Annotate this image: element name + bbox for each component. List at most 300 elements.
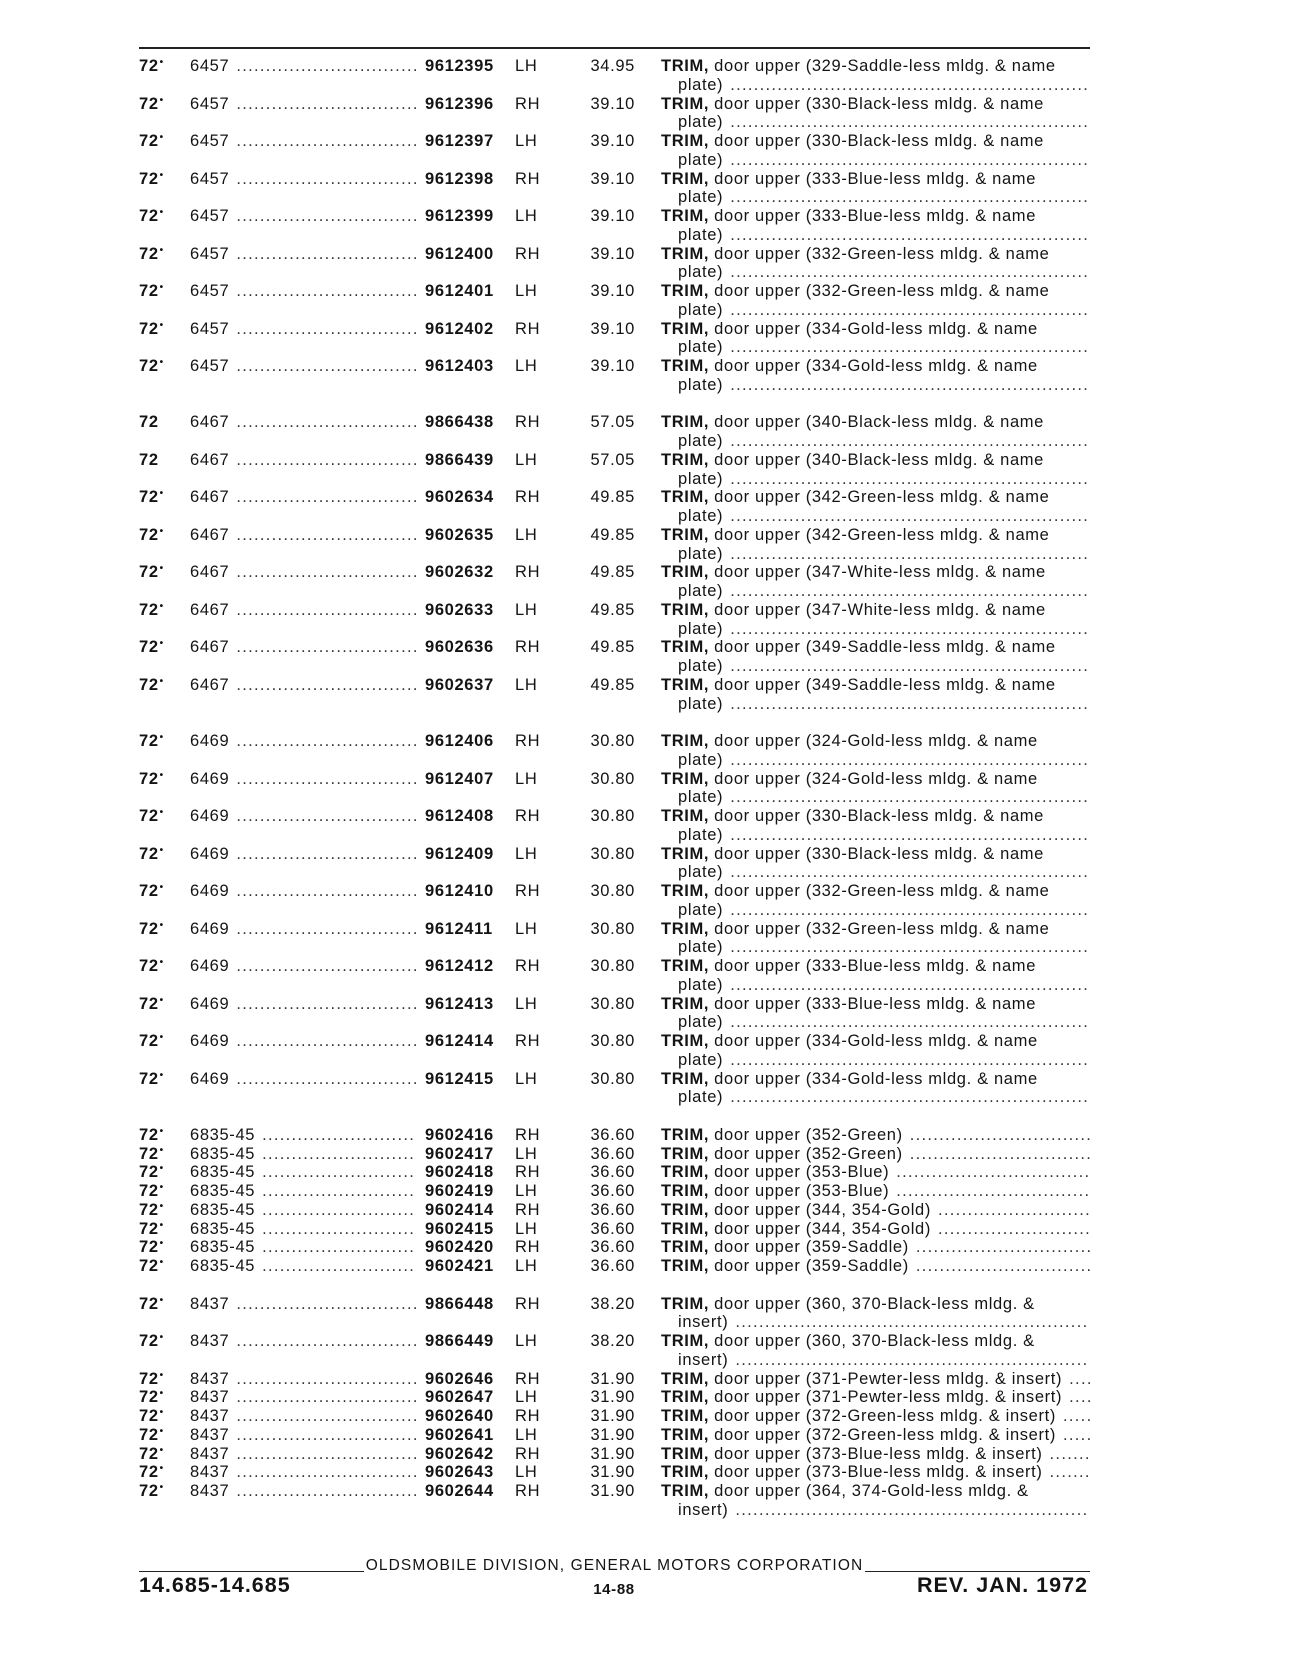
dot-leader bbox=[236, 170, 416, 189]
list-price: 31.90 bbox=[590, 1482, 635, 1500]
list-price: 49.85 bbox=[590, 638, 635, 657]
part-description-text: door upper (340-Black-less mldg. & name bbox=[714, 450, 1044, 469]
illustration-code: 6457 bbox=[190, 244, 230, 263]
part-description-continued bbox=[678, 1313, 1090, 1332]
dot-leader bbox=[236, 451, 416, 470]
part-description bbox=[661, 845, 1090, 864]
dot-leader bbox=[236, 1332, 416, 1351]
illustration-code: 6467 bbox=[190, 450, 230, 469]
dot-leader bbox=[896, 1182, 1090, 1201]
model-year-value: 72 bbox=[139, 1294, 159, 1313]
dot-leader bbox=[730, 863, 1090, 882]
new-part-mark: • bbox=[159, 282, 164, 293]
list-price: 49.85 bbox=[590, 563, 635, 582]
illustration-code: 6457 bbox=[190, 169, 230, 188]
dot-leader bbox=[730, 695, 1090, 714]
dot-leader bbox=[730, 113, 1090, 132]
dot-leader bbox=[735, 1313, 1090, 1332]
list-price: 39.10 bbox=[590, 207, 635, 225]
part-term: TRIM, bbox=[661, 413, 710, 432]
parts-list bbox=[139, 57, 1090, 1520]
list-price: 30.80 bbox=[590, 807, 635, 825]
dot-leader bbox=[1069, 1388, 1090, 1407]
part-description bbox=[661, 1220, 1090, 1239]
part-description-continued bbox=[678, 76, 1090, 95]
parts-row bbox=[139, 1482, 1090, 1520]
model-year bbox=[139, 1426, 164, 1445]
list-price: 38.20 bbox=[590, 1294, 635, 1313]
part-number: 9612412 bbox=[425, 957, 494, 975]
part-description-text: door upper (360, 370-Black-less mldg. & bbox=[714, 1332, 1035, 1350]
dot-leader bbox=[730, 432, 1090, 451]
illustration-code: 8437 bbox=[190, 1332, 230, 1350]
part-description-text: door upper (324-Gold-less mldg. & name bbox=[714, 732, 1038, 750]
new-part-mark: • bbox=[159, 807, 164, 818]
side-indicator: LH bbox=[515, 1069, 538, 1088]
part-description bbox=[661, 1257, 1090, 1276]
illustration-code-cell bbox=[190, 1332, 416, 1351]
part-term: TRIM, bbox=[661, 1182, 710, 1200]
parts-row bbox=[139, 488, 1090, 526]
part-description bbox=[661, 1032, 1090, 1051]
illustration-code: 6457 bbox=[190, 282, 230, 300]
illustration-code-cell bbox=[190, 1257, 416, 1276]
part-description-continued bbox=[678, 151, 1090, 170]
model-year bbox=[139, 207, 164, 226]
model-year bbox=[139, 638, 164, 657]
side-indicator: RH bbox=[515, 732, 541, 750]
side-indicator: LH bbox=[515, 1219, 538, 1238]
list-price: 34.95 bbox=[590, 57, 635, 75]
part-number: 9602418 bbox=[425, 1163, 494, 1182]
part-description-continued bbox=[678, 1013, 1090, 1032]
parts-row bbox=[139, 1295, 1090, 1333]
model-year bbox=[139, 1332, 164, 1351]
new-part-mark: • bbox=[159, 1069, 164, 1081]
part-description bbox=[661, 1407, 1090, 1426]
dot-leader bbox=[730, 976, 1090, 995]
part-term: TRIM, bbox=[661, 600, 710, 619]
part-group bbox=[139, 413, 1090, 713]
side-indicator: LH bbox=[515, 1463, 538, 1482]
dot-leader bbox=[236, 320, 416, 339]
list-price: 31.90 bbox=[590, 1407, 635, 1425]
model-year-value: 72 bbox=[139, 1032, 159, 1050]
part-description-continued bbox=[678, 113, 1090, 132]
side-indicator: RH bbox=[515, 1482, 541, 1500]
illustration-code-cell bbox=[190, 320, 416, 339]
part-description-continued-text: plate) bbox=[678, 825, 724, 844]
illustration-code: 6469 bbox=[190, 957, 230, 975]
part-description-text: door upper (364, 374-Gold-less mldg. & bbox=[714, 1482, 1029, 1500]
part-number: 9866439 bbox=[425, 450, 494, 469]
illustration-code: 6467 bbox=[190, 413, 230, 432]
illustration-code: 6457 bbox=[190, 94, 230, 113]
part-number: 9602644 bbox=[425, 1482, 494, 1500]
parts-row bbox=[139, 1201, 1090, 1220]
part-description bbox=[661, 1332, 1090, 1351]
model-year bbox=[139, 770, 164, 789]
part-number: 9612410 bbox=[425, 882, 494, 900]
part-number: 9612409 bbox=[425, 844, 494, 863]
part-description-text: door upper (332-Green-less mldg. & name bbox=[714, 882, 1050, 900]
side-indicator: RH bbox=[515, 1163, 541, 1182]
part-description bbox=[661, 638, 1090, 657]
new-part-mark: • bbox=[159, 488, 164, 500]
model-year bbox=[139, 1201, 164, 1220]
parts-row bbox=[139, 1163, 1090, 1182]
model-year bbox=[139, 526, 164, 545]
part-description-text: door upper (349-Saddle-less mldg. & name bbox=[714, 638, 1056, 657]
model-year bbox=[139, 170, 164, 189]
illustration-code: 6835-45 bbox=[190, 1238, 256, 1257]
part-description-text: door upper (333-Blue-less mldg. & name bbox=[714, 957, 1037, 975]
part-description-text: door upper (347-White-less mldg. & name bbox=[714, 563, 1046, 582]
model-year bbox=[139, 1407, 164, 1426]
model-year-value: 72 bbox=[139, 1238, 159, 1257]
dot-leader bbox=[236, 601, 416, 620]
illustration-code: 6469 bbox=[190, 919, 230, 938]
parts-row bbox=[139, 676, 1090, 714]
illustration-code-cell bbox=[190, 1295, 416, 1314]
side-indicator: RH bbox=[515, 169, 541, 188]
part-description bbox=[661, 488, 1090, 507]
illustration-code: 6457 bbox=[190, 207, 230, 225]
model-year-value: 72 bbox=[139, 1200, 159, 1219]
part-number: 9612414 bbox=[425, 1032, 494, 1050]
part-number: 9602635 bbox=[425, 525, 494, 544]
new-part-mark: • bbox=[159, 1369, 164, 1381]
part-term: TRIM, bbox=[661, 844, 710, 863]
list-price: 39.10 bbox=[590, 244, 635, 263]
model-year-value: 72 bbox=[139, 1257, 159, 1275]
part-description-continued-text: plate) bbox=[678, 375, 724, 394]
parts-row bbox=[139, 413, 1090, 451]
parts-row bbox=[139, 1182, 1090, 1201]
illustration-code: 8437 bbox=[190, 1369, 230, 1388]
illustration-code-cell bbox=[190, 95, 416, 114]
side-indicator: RH bbox=[515, 563, 541, 582]
dot-leader bbox=[735, 1501, 1090, 1520]
dot-leader bbox=[730, 582, 1090, 601]
model-year bbox=[139, 1126, 164, 1145]
side-indicator: RH bbox=[515, 488, 541, 507]
illustration-code-cell bbox=[190, 770, 416, 789]
list-price: 39.10 bbox=[590, 94, 635, 113]
model-year bbox=[139, 357, 164, 376]
part-term: TRIM, bbox=[661, 1369, 710, 1388]
new-part-mark: • bbox=[159, 675, 164, 687]
part-description-continued bbox=[678, 657, 1090, 676]
part-term: TRIM, bbox=[661, 1163, 710, 1182]
part-group bbox=[139, 732, 1090, 1107]
list-price: 38.20 bbox=[590, 1332, 635, 1350]
part-term: TRIM, bbox=[661, 919, 710, 938]
part-term: TRIM, bbox=[661, 244, 710, 263]
model-year bbox=[139, 132, 164, 151]
parts-row bbox=[139, 1145, 1090, 1164]
part-description-continued-text: plate) bbox=[678, 788, 724, 807]
part-number: 9602641 bbox=[425, 1425, 494, 1444]
dot-leader bbox=[730, 788, 1090, 807]
side-indicator: LH bbox=[515, 1257, 538, 1275]
dot-leader bbox=[730, 657, 1090, 676]
parts-row bbox=[139, 1126, 1090, 1145]
model-year bbox=[139, 1257, 164, 1276]
part-description-text: door upper (359-Saddle) bbox=[714, 1238, 909, 1257]
part-description-text: door upper (373-Blue-less mldg. & insert) bbox=[714, 1463, 1043, 1482]
part-number: 9602646 bbox=[425, 1369, 494, 1388]
model-year bbox=[139, 563, 164, 582]
part-description-text: door upper (332-Green-less mldg. & name bbox=[714, 282, 1050, 300]
part-description-continued-text: plate) bbox=[678, 1013, 724, 1032]
part-term: TRIM, bbox=[661, 1425, 710, 1444]
part-description bbox=[661, 601, 1090, 620]
parts-row bbox=[139, 1220, 1090, 1239]
model-year-value: 72 bbox=[139, 882, 159, 900]
illustration-code: 6467 bbox=[190, 600, 230, 619]
side-indicator: LH bbox=[515, 450, 538, 469]
part-description-text: door upper (333-Blue-less mldg. & name bbox=[714, 994, 1037, 1013]
part-term: TRIM, bbox=[661, 132, 710, 150]
new-part-mark: • bbox=[159, 957, 164, 968]
part-number: 9612403 bbox=[425, 357, 494, 375]
part-description bbox=[661, 1126, 1090, 1145]
parts-row bbox=[139, 1426, 1090, 1445]
dot-leader bbox=[730, 301, 1090, 320]
part-number: 9612397 bbox=[425, 132, 494, 150]
dot-leader bbox=[236, 1445, 416, 1464]
part-description-continued bbox=[678, 545, 1090, 564]
part-number: 9612407 bbox=[425, 769, 494, 788]
part-description-text: door upper (324-Gold-less mldg. & name bbox=[714, 769, 1038, 788]
illustration-code: 6469 bbox=[190, 994, 230, 1013]
illustration-code-cell bbox=[190, 1370, 416, 1389]
part-description-text: door upper (360, 370-Black-less mldg. & bbox=[714, 1294, 1035, 1313]
dot-leader bbox=[730, 151, 1090, 170]
parts-row bbox=[139, 1332, 1090, 1370]
model-year bbox=[139, 1145, 164, 1164]
illustration-code-cell bbox=[190, 245, 416, 264]
part-description bbox=[661, 320, 1090, 339]
part-description-text: door upper (330-Black-less mldg. & name bbox=[714, 94, 1044, 113]
part-term: TRIM, bbox=[661, 1332, 710, 1350]
dot-leader bbox=[236, 1032, 416, 1051]
parts-row bbox=[139, 320, 1090, 358]
illustration-code-cell bbox=[190, 957, 416, 976]
part-description-continued bbox=[678, 263, 1090, 282]
dot-leader bbox=[236, 57, 416, 76]
model-year-value: 72 bbox=[139, 450, 159, 469]
parts-row bbox=[139, 638, 1090, 676]
new-part-mark: • bbox=[159, 207, 164, 218]
part-description bbox=[661, 995, 1090, 1014]
dot-leader bbox=[735, 1351, 1090, 1370]
dot-leader bbox=[938, 1201, 1090, 1220]
parts-row bbox=[139, 882, 1090, 920]
model-year bbox=[139, 1182, 164, 1201]
dot-leader bbox=[262, 1257, 416, 1276]
part-description-continued-text: plate) bbox=[678, 507, 724, 525]
parts-row bbox=[139, 1463, 1090, 1482]
list-price: 36.60 bbox=[590, 1125, 635, 1144]
part-number: 9612396 bbox=[425, 94, 494, 113]
part-number: 9602640 bbox=[425, 1407, 494, 1425]
part-number: 9602417 bbox=[425, 1144, 494, 1163]
parts-row bbox=[139, 1032, 1090, 1070]
illustration-code: 6835-45 bbox=[190, 1257, 256, 1275]
illustration-code: 6835-45 bbox=[190, 1163, 256, 1182]
part-description bbox=[661, 676, 1090, 695]
part-term: TRIM, bbox=[661, 94, 710, 113]
illustration-code-cell bbox=[190, 1445, 416, 1464]
part-description-continued bbox=[678, 976, 1090, 995]
model-year-value: 72 bbox=[139, 1332, 159, 1350]
dot-leader bbox=[910, 1145, 1090, 1164]
parts-row bbox=[139, 132, 1090, 170]
side-indicator: RH bbox=[515, 1444, 541, 1463]
part-description-continued bbox=[678, 376, 1090, 395]
parts-row bbox=[139, 601, 1090, 639]
part-term: TRIM, bbox=[661, 525, 710, 544]
illustration-code-cell bbox=[190, 1032, 416, 1051]
part-description bbox=[661, 1145, 1090, 1164]
part-description-continued-text: plate) bbox=[678, 188, 724, 207]
part-term: TRIM, bbox=[661, 675, 710, 694]
part-description-text: door upper (334-Gold-less mldg. & name bbox=[714, 1069, 1038, 1088]
dot-leader bbox=[938, 1220, 1090, 1239]
part-term: TRIM, bbox=[661, 807, 710, 825]
part-description-text: door upper (334-Gold-less mldg. & name bbox=[714, 1032, 1038, 1050]
model-year bbox=[139, 1482, 164, 1501]
model-year bbox=[139, 1370, 164, 1389]
dot-leader bbox=[730, 1088, 1090, 1107]
part-term: TRIM, bbox=[661, 1463, 710, 1482]
part-term: TRIM, bbox=[661, 282, 710, 300]
new-part-mark: • bbox=[159, 732, 164, 743]
part-number: 9602634 bbox=[425, 488, 494, 507]
illustration-code: 6835-45 bbox=[190, 1219, 256, 1238]
parts-row bbox=[139, 563, 1090, 601]
dot-leader bbox=[236, 1295, 416, 1314]
part-number: 9602419 bbox=[425, 1182, 494, 1200]
dot-leader bbox=[1069, 1370, 1090, 1389]
illustration-code-cell bbox=[190, 207, 416, 226]
list-price: 57.05 bbox=[590, 413, 635, 432]
side-indicator: LH bbox=[515, 57, 538, 75]
part-description-continued-text: plate) bbox=[678, 225, 724, 244]
model-year bbox=[139, 413, 159, 432]
dot-leader bbox=[730, 76, 1090, 95]
model-year-value: 72 bbox=[139, 132, 159, 150]
part-term: TRIM, bbox=[661, 1069, 710, 1088]
model-year-value: 72 bbox=[139, 94, 159, 113]
part-description-text: door upper (353-Blue) bbox=[714, 1163, 890, 1182]
illustration-code: 6469 bbox=[190, 1069, 230, 1088]
list-price: 30.80 bbox=[590, 1069, 635, 1088]
part-description-text: door upper (352-Green) bbox=[714, 1144, 903, 1163]
side-indicator: RH bbox=[515, 1238, 541, 1257]
part-group bbox=[139, 1295, 1090, 1520]
part-term: TRIM, bbox=[661, 1144, 710, 1163]
list-price: 49.85 bbox=[590, 600, 635, 619]
new-part-mark: • bbox=[159, 563, 164, 575]
part-number: 9612408 bbox=[425, 807, 494, 825]
part-description-continued-text: plate) bbox=[678, 750, 724, 769]
list-price: 49.85 bbox=[590, 488, 635, 507]
illustration-code-cell bbox=[190, 451, 416, 470]
part-term: TRIM, bbox=[661, 1294, 710, 1313]
dot-leader bbox=[1050, 1445, 1090, 1464]
dot-leader bbox=[236, 95, 416, 114]
part-description-text: door upper (329-Saddle-less mldg. & name bbox=[714, 57, 1056, 75]
new-part-mark: • bbox=[159, 1032, 164, 1043]
model-year-value: 72 bbox=[139, 638, 159, 657]
part-description bbox=[661, 57, 1090, 76]
part-description-continued bbox=[678, 1501, 1090, 1520]
illustration-code-cell bbox=[190, 638, 416, 657]
model-year-value: 72 bbox=[139, 844, 159, 863]
illustration-code-cell bbox=[190, 488, 416, 507]
model-year-value: 72 bbox=[139, 957, 159, 975]
list-price: 30.80 bbox=[590, 769, 635, 788]
new-part-mark: • bbox=[159, 1144, 164, 1156]
footer bbox=[139, 1573, 1090, 1603]
dot-leader bbox=[236, 1482, 416, 1501]
part-number: 9602647 bbox=[425, 1388, 494, 1407]
side-indicator: RH bbox=[515, 882, 541, 900]
part-description-continued-text: plate) bbox=[678, 263, 724, 282]
illustration-code: 6469 bbox=[190, 1032, 230, 1050]
part-description bbox=[661, 1370, 1090, 1389]
list-price: 57.05 bbox=[590, 450, 635, 469]
part-description bbox=[661, 245, 1090, 264]
part-term: TRIM, bbox=[661, 1032, 710, 1050]
side-indicator: LH bbox=[515, 675, 538, 694]
part-description bbox=[661, 282, 1090, 301]
list-price: 39.10 bbox=[590, 282, 635, 300]
model-year bbox=[139, 245, 164, 264]
model-year bbox=[139, 845, 164, 864]
dot-leader bbox=[1050, 1463, 1090, 1482]
dot-leader bbox=[236, 845, 416, 864]
part-description-continued bbox=[678, 507, 1090, 526]
part-description-continued-text: plate) bbox=[678, 657, 724, 675]
part-term: TRIM, bbox=[661, 357, 710, 375]
parts-row bbox=[139, 995, 1090, 1033]
model-year-value: 72 bbox=[139, 57, 159, 75]
footer-division: OLDSMOBILE DIVISION, GENERAL MOTORS CORPORATION bbox=[365, 1557, 864, 1574]
part-term: TRIM, bbox=[661, 1444, 710, 1463]
list-price: 30.80 bbox=[590, 732, 635, 750]
part-description bbox=[661, 95, 1090, 114]
part-description bbox=[661, 526, 1090, 545]
part-description-text: door upper (359-Saddle) bbox=[714, 1257, 909, 1275]
model-year bbox=[139, 1388, 164, 1407]
dot-leader bbox=[236, 770, 416, 789]
model-year bbox=[139, 320, 164, 339]
list-price: 36.60 bbox=[590, 1182, 635, 1200]
part-description-continued-text: plate) bbox=[678, 1088, 724, 1107]
model-year bbox=[139, 282, 164, 301]
illustration-code-cell bbox=[190, 807, 416, 826]
new-part-mark: • bbox=[159, 1125, 164, 1137]
dot-leader bbox=[910, 1126, 1090, 1145]
part-description bbox=[661, 1445, 1090, 1464]
part-description bbox=[661, 957, 1090, 976]
illustration-code-cell bbox=[190, 1220, 416, 1239]
model-year-value: 72 bbox=[139, 1219, 159, 1238]
